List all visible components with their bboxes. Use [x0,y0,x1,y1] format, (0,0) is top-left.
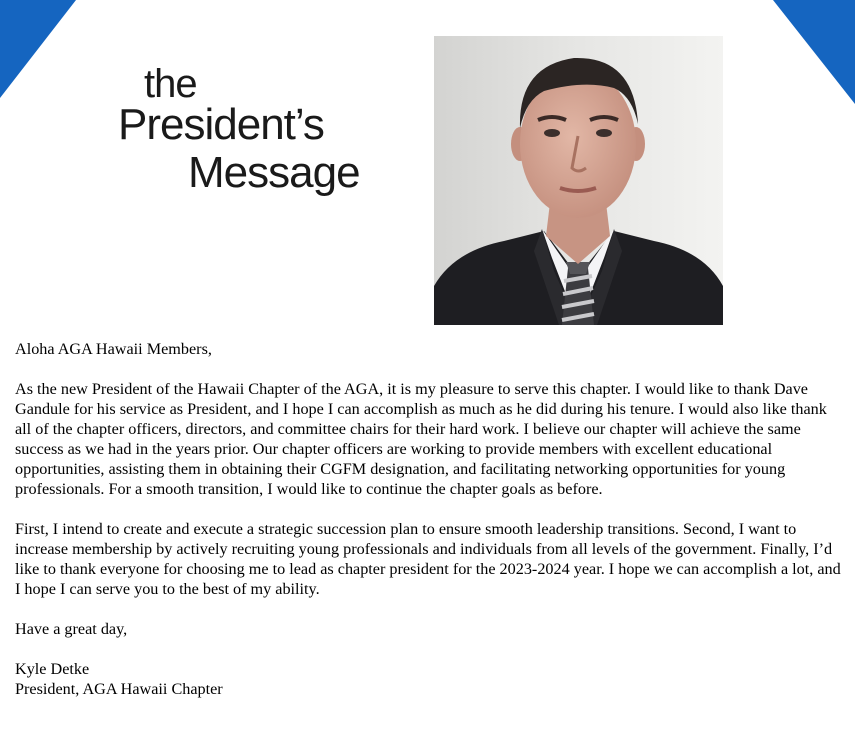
salutation: Aloha AGA Hawaii Members, [15,340,212,358]
paragraph-2: First, I intend to create and execute a strategic succession plan to ensure smooth leadership transitions. Second, I want to increase membership by actively recruiting young professionals and individuals from all levels of the government. Finally, I’d like to thank everyone for choosing me to lead as chapter president for the 2023-2024 year. I hope we can accomplish a lot, and I hope I can serve you to the best of my ability. [15,520,841,598]
corner-decoration-left [0,0,76,98]
logo-line-message: Message [188,148,360,197]
logo-line-presidents: President’s [118,100,324,149]
letter-body [15,339,845,699]
signer-name: Kyle Detke [15,660,90,678]
president-portrait-photo [434,36,723,325]
signer-title: President, AGA Hawaii Chapter [15,680,223,698]
logo-line-the: the [144,62,197,106]
closing: Have a great day, [15,620,128,638]
presidents-message-logo [118,62,408,212]
paragraph-1: As the new President of the Hawaii Chapter of the AGA, it is my pleasure to serve this chapter. I would like to thank Dave Gandule for his service as President, and I hope I can accomplish as much as he did during his tenure. I would also like thank all of the chapter officers, directors, and committee chairs for their hard work. I believe our chapter will achieve the same success as we had in the years prior. Our chapter officers are working to provide members with excellent educational opportunities, assisting them in obtaining their CGFM designation, and facilitating networking opportunities for young professionals. For a smooth transition, I would like to continue the chapter goals as before. [15,380,827,498]
corner-decoration-right [773,0,855,104]
portrait-illustration [434,36,723,325]
